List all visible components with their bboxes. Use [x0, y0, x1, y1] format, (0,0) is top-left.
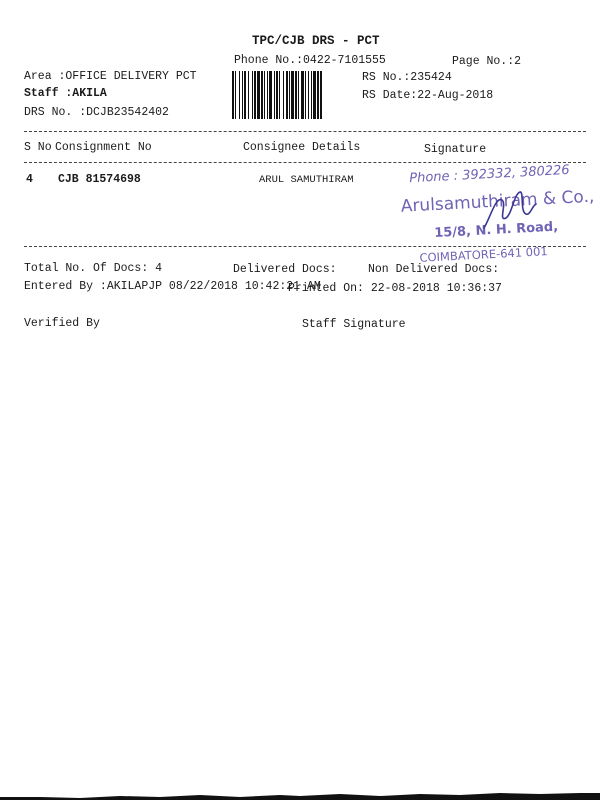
barcode-bar	[276, 71, 278, 119]
barcode-bar	[232, 71, 234, 119]
barcode-bar	[320, 71, 322, 119]
row-sno: 4	[26, 173, 33, 186]
row-consignee: ARUL SAMUTHIRAM	[259, 174, 354, 186]
staff-signature: Staff Signature	[302, 318, 406, 331]
non-delivered-docs: Non Delivered Docs:	[368, 263, 500, 276]
barcode-bar	[289, 71, 290, 119]
barcode-bar	[257, 71, 260, 119]
divider-top	[24, 131, 586, 132]
barcode-bar	[311, 71, 312, 119]
staff-label: Staff :AKILA	[24, 87, 107, 100]
col-header-sno: S No	[24, 141, 52, 154]
barcode-bar	[244, 71, 246, 119]
stamp-company-name: Arulsamuthiram & Co.,	[400, 186, 595, 217]
entered-by: Entered By :AKILAPJP 08/22/2018 10:42:21 AM	[24, 280, 321, 293]
barcode-bar	[305, 71, 306, 119]
barcode-bar	[269, 71, 272, 119]
barcode	[232, 71, 354, 119]
divider-bottom	[24, 246, 586, 247]
barcode-bar	[254, 71, 256, 119]
barcode-bar	[264, 71, 265, 119]
barcode-bar	[295, 71, 297, 119]
handwritten-signature	[480, 188, 540, 234]
delivered-docs: Delivered Docs:	[233, 263, 337, 276]
stamp-address: 15/8, N. H. Road,	[433, 219, 559, 242]
barcode-bar	[261, 71, 263, 119]
barcode-bar	[283, 71, 284, 119]
printed-on: Printed On: 22-08-2018 10:36:37	[288, 282, 502, 295]
barcode-bar	[239, 71, 240, 119]
barcode-bar	[235, 71, 236, 119]
barcode-bar	[291, 71, 294, 119]
verified-by: Verified By	[24, 317, 100, 330]
page-number: Page No.:2	[452, 55, 522, 68]
barcode-bar	[317, 71, 319, 119]
barcode-bar	[267, 71, 268, 119]
col-header-consignee: Consignee Details	[243, 141, 361, 154]
scan-bottom-edge	[0, 790, 600, 800]
barcode-bar	[308, 71, 309, 119]
stamp-phone: Phone : 392332, 380226	[408, 162, 570, 187]
stamp-city: COIMBATORE-641 001	[419, 244, 549, 265]
row-consignment: CJB 81574698	[58, 173, 141, 186]
report-title: TPC/CJB DRS - PCT	[252, 34, 380, 48]
phone-number: Phone No.:0422-7101555	[234, 54, 386, 67]
rs-date: RS Date:22-Aug-2018	[362, 89, 494, 102]
divider-header	[24, 162, 586, 163]
rs-number: RS No.:235424	[362, 71, 452, 84]
barcode-bar	[279, 71, 280, 119]
barcode-bar	[248, 71, 249, 119]
area-label: Area :OFFICE DELIVERY PCT	[24, 70, 197, 83]
barcode-bar	[274, 71, 275, 119]
col-header-signature: Signature	[424, 143, 487, 156]
col-header-consignment: Consignment No	[55, 141, 152, 154]
drs-number: DRS No. :DCJB23542402	[24, 106, 169, 119]
barcode-bar	[313, 71, 316, 119]
barcode-bar	[286, 71, 288, 119]
barcode-bar	[242, 71, 243, 119]
barcode-bar	[298, 71, 299, 119]
barcode-bar	[301, 71, 304, 119]
total-docs: Total No. Of Docs: 4	[24, 262, 163, 275]
barcode-bar	[252, 71, 253, 119]
